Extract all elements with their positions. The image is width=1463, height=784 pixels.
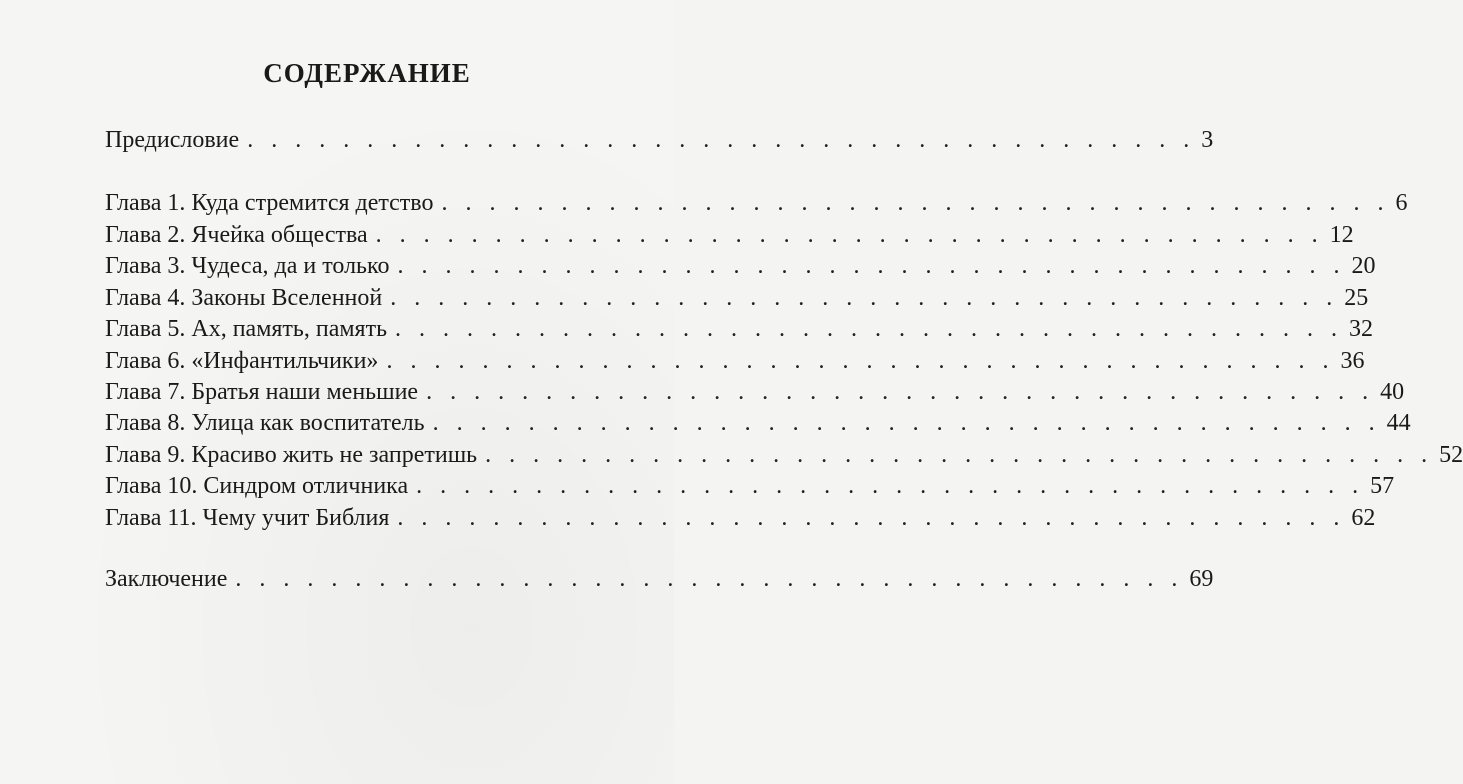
leader-dots: . . . . . . . . . . . . . . . . . . . . . . . . . . . . . . . . . . . . . . . . <box>485 442 1434 468</box>
toc-entry <box>105 503 1376 533</box>
toc-entry-page: 6 <box>1395 190 1408 216</box>
toc-entry-label: Глава 4. Законы Вселенной <box>105 285 383 311</box>
toc-entry-page: 52 <box>1439 442 1463 468</box>
toc-entry-label: Глава 1. Куда стремится детство <box>105 190 434 216</box>
leader-dots: . . . . . . . . . . . . . . . . . . . . . . . . . . . . . . . . . . . . . . . . <box>441 190 1390 216</box>
toc-entry <box>105 251 1376 281</box>
toc-entry-page: 25 <box>1344 285 1369 311</box>
leader-dots: . . . . . . . . . . . . . . . . . . . . . . . . . . . . . . . . . . . . . . . . <box>235 566 1184 592</box>
leader-dots: . . . . . . . . . . . . . . . . . . . . . . . . . . . . . . . . . . . . . . . . <box>375 222 1324 248</box>
toc-entry <box>105 408 1411 438</box>
leader-dots: . . . . . . . . . . . . . . . . . . . . . . . . . . . . . . . . . . . . . . . . <box>390 285 1339 311</box>
toc-entry <box>105 377 1405 407</box>
toc-entry-page: 40 <box>1380 379 1405 405</box>
toc-entry-label: Глава 2. Ячейка общества <box>105 222 368 248</box>
page-title: СОДЕРЖАНИЕ <box>263 58 471 88</box>
toc-entry <box>105 283 1369 313</box>
leader-dots: . . . . . . . . . . . . . . . . . . . . . . . . . . . . . . . . . . . . . . . . <box>247 127 1196 153</box>
toc-entry <box>105 314 1374 344</box>
toc-entry-page: 3 <box>1201 127 1214 153</box>
toc-entry <box>105 440 1463 470</box>
toc-entry-page: 57 <box>1370 473 1395 499</box>
toc-entry <box>105 220 1354 250</box>
toc-entry-label: Глава 8. Улица как воспитатель <box>105 410 425 436</box>
leader-dots: . . . . . . . . . . . . . . . . . . . . . . . . . . . . . . . . . . . . . . . . <box>432 410 1381 436</box>
leader-dots: . . . . . . . . . . . . . . . . . . . . . . . . . . . . . . . . . . . . . . . . <box>416 473 1365 499</box>
toc-entry-page: 44 <box>1386 410 1411 436</box>
toc-entry-page: 20 <box>1351 253 1376 279</box>
toc-entry <box>105 346 1365 376</box>
toc-entry-page: 62 <box>1351 505 1376 531</box>
toc-entry-page: 12 <box>1329 222 1354 248</box>
toc-entry-page: 32 <box>1349 316 1374 342</box>
toc-entry <box>105 564 1214 594</box>
toc-entry <box>105 125 1214 155</box>
toc-entry-label: Глава 7. Братья наши меньшие <box>105 379 419 405</box>
toc-entry-label: Глава 9. Красиво жить не запретишь <box>105 442 478 468</box>
toc-entry-label: Глава 3. Чудеса, да и только <box>105 253 390 279</box>
leader-dots: . . . . . . . . . . . . . . . . . . . . . . . . . . . . . . . . . . . . . . . . <box>386 348 1335 374</box>
leader-dots: . . . . . . . . . . . . . . . . . . . . . . . . . . . . . . . . . . . . . . . . <box>397 253 1346 279</box>
toc-entry-label: Предисловие <box>105 127 240 153</box>
leader-dots: . . . . . . . . . . . . . . . . . . . . . . . . . . . . . . . . . . . . . . . . <box>397 505 1346 531</box>
toc-entry-page: 69 <box>1189 566 1214 592</box>
toc-entry <box>105 471 1395 501</box>
leader-dots: . . . . . . . . . . . . . . . . . . . . . . . . . . . . . . . . . . . . . . . . <box>426 379 1375 405</box>
toc-entry-label: Глава 5. Ах, память, память <box>105 316 388 342</box>
toc-entry-page: 36 <box>1340 348 1365 374</box>
leader-dots: . . . . . . . . . . . . . . . . . . . . . . . . . . . . . . . . . . . . . . . . <box>395 316 1344 342</box>
toc-entry <box>105 188 1408 218</box>
toc-entry-label: Глава 11. Чему учит Библия <box>105 505 390 531</box>
toc-entry-label: Глава 6. «Инфантильчики» <box>105 348 379 374</box>
toc-entry-label: Заключение <box>105 566 228 592</box>
toc-entry-label: Глава 10. Синдром отличника <box>105 473 409 499</box>
